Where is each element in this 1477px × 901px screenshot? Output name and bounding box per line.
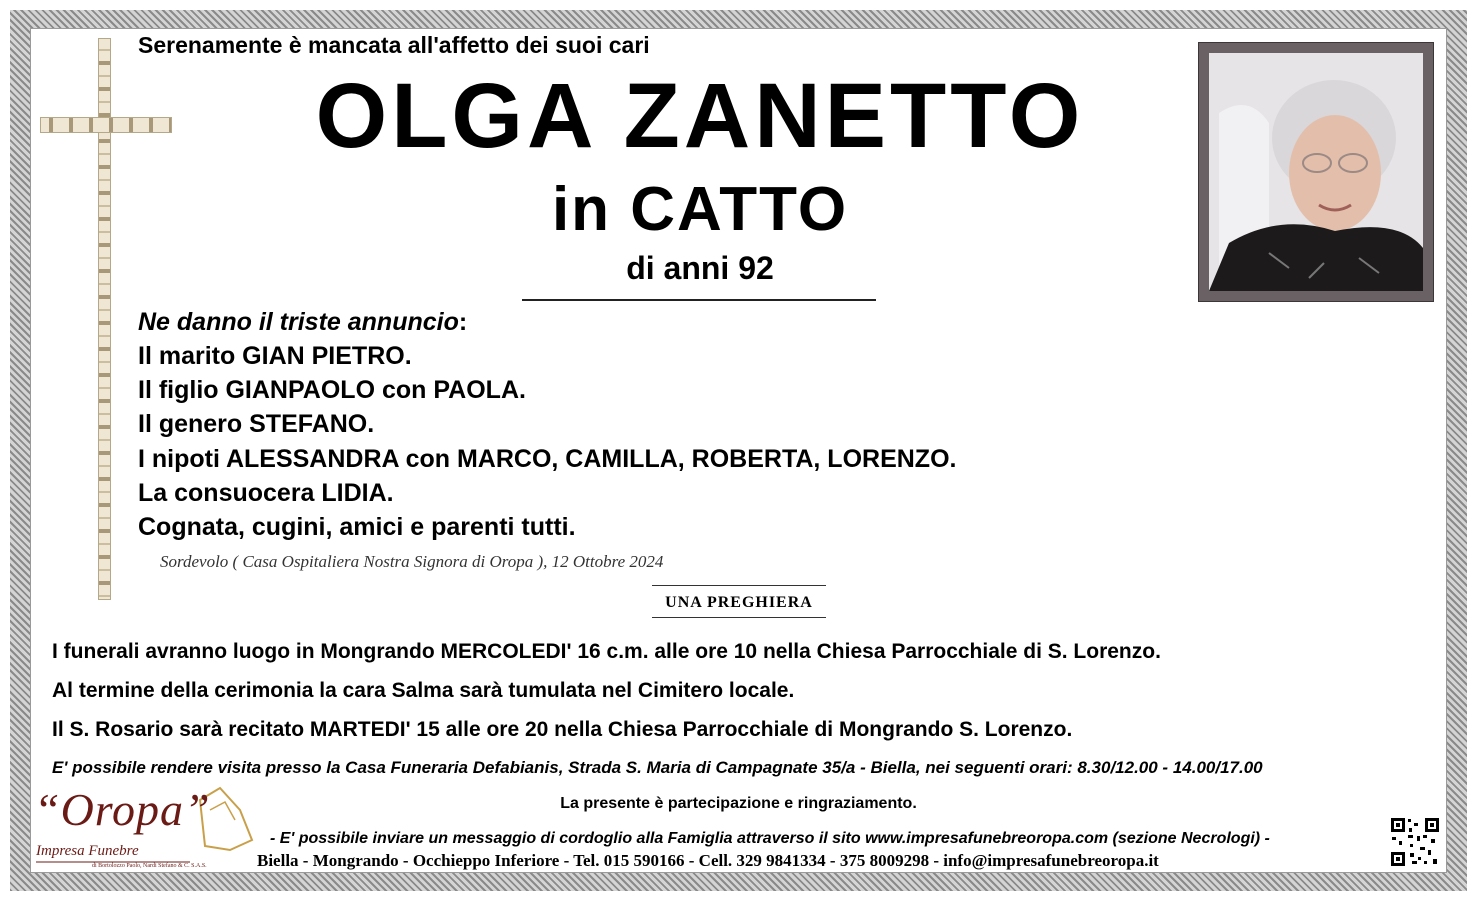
family-line: Il genero STEFANO. [138,410,375,438]
portrait-frame [1198,42,1434,302]
thanks-text: La presente è partecipazione e ringraziamento. [560,795,917,812]
family-line: Cognata, cugini, amici e parenti tutti. [138,513,576,541]
family-line: Il figlio GIANPAOLO con PAOLA. [138,376,526,404]
logo-wordmark: “Oropa” [34,784,211,835]
family-line: Il marito GIAN PIETRO. [138,342,412,370]
contacts-line: Biella - Mongrando - Occhieppo Inferiore - Tel. 015 590166 - Cell. 329 9841334 - 375 8009298 - info@impresafunebreoropa.it [257,851,1159,870]
place-date: Sordevolo ( Casa Ospitaliera Nostra Signora di Oropa ), 12 Ottobre 2024 [160,552,664,571]
condolence-text: - E' possibile inviare un messaggio di cordoglio alla Famiglia attraverso il sito www.impresafunebreoropa.com (sezione Necrologi) - [270,830,1270,847]
deceased-name: OLGA ZANETTO [315,65,1085,167]
announce-title [138,308,467,337]
announce-title-text: Ne danno il triste annuncio [138,308,459,336]
funeral-line: I funerali avranno luogo in Mongrando MERCOLEDI' 16 c.m. alle ore 10 nella Chiesa Parrocchiale di S. Lorenzo. [52,640,1161,663]
logo-company: di Bortolozzo Paolo, Nardi Stefano & C. S.A.S. [92,863,207,869]
prayer-rule-top [652,585,826,586]
announce-colon: : [458,308,468,336]
married-name: in CATTO [551,175,849,244]
prayer-label: UNA PREGHIERA [665,594,813,611]
age-text: di anni 92 [626,250,774,286]
family-line: I nipoti ALESSANDRA con MARCO, CAMILLA, ROBERTA, LORENZO. [138,445,957,473]
logo-subtitle: Impresa Funebre [36,843,139,859]
portrait-photo [1209,53,1423,291]
funeral-line: Al termine della cerimonia la cara Salma sarà tumulata nel Cimitero locale. [52,679,795,702]
intro-text: Serenamente è mancata all'affetto dei suoi cari [138,32,650,58]
visit-info: E' possibile rendere visita presso la Casa Funeraria Defabianis, Strada S. Maria di Campagnate 35/a - Biella, nei seguenti orari: 8.30/12.00 - 14.00/17.00 [52,758,1263,777]
funeral-line: Il S. Rosario sarà recitato MARTEDI' 15 alle ore 20 nella Chiesa Parrocchiale di Mongrando S. Lorenzo. [52,718,1073,741]
qr-code-icon [1390,817,1440,867]
family-line: La consuocera LIDIA. [138,479,394,507]
prayer-rule-bottom [652,617,826,618]
divider [522,299,876,301]
